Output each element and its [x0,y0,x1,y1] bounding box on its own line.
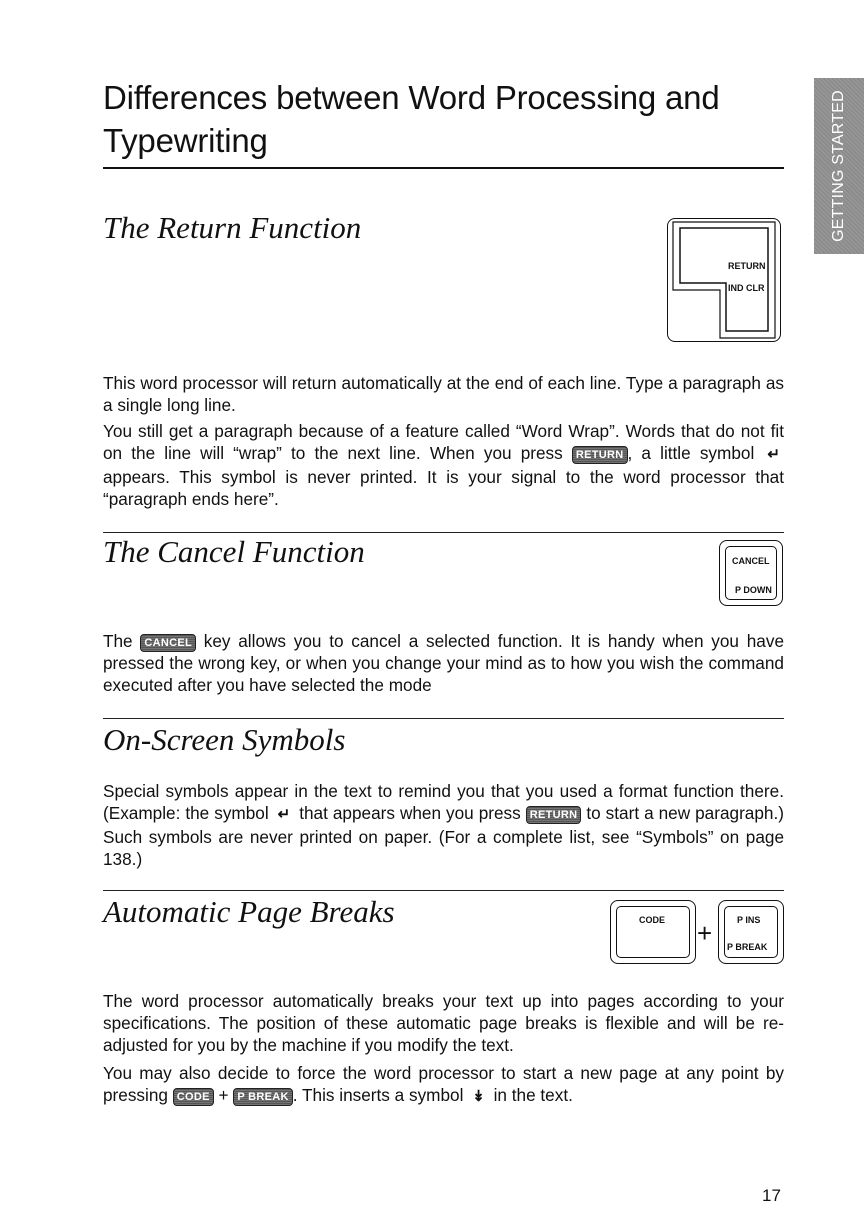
cancel-key-label-top: CANCEL [732,556,770,566]
return-p2-text-c: appears. This symbol is never printed. It is your signal to the word processor that “paragraph ends here”. [103,467,784,509]
cancel-key-illustration [719,540,783,606]
pbreak-key-inline: P BREAK [233,1088,292,1106]
plus-sign: + [697,918,713,948]
symbols-p-text-a: Special symbols appear in the text to remind you that you used a format function there. (Example: the symbol [103,781,784,823]
section-rule [103,532,784,533]
section-tab [814,78,864,254]
cancel-paragraph [103,630,784,696]
title-rule [103,167,784,169]
pagebreak-p2-text-c: in the text. [493,1085,573,1105]
return-key-inline: RETURN [526,806,582,824]
symbols-p-text-b: that appears when you press [299,803,521,823]
section-rule [103,718,784,719]
symbols-paragraph [103,780,784,870]
heading-return-function: The Return Function [103,210,362,245]
heading-automatic-page-breaks: Automatic Page Breaks [103,894,395,929]
pagebreak-p2-text-b: . This inserts a symbol [292,1085,464,1105]
cancel-p-text-b: key allows you to cancel a selected function. It is handy when you have pressed the wrong key, or when you change your mind as to how you wish the command executed after you have selected the mode [103,631,785,695]
return-p2-text-b: , a little symbol [627,443,755,463]
symbols-p-text-c: to start a new paragraph.) Such symbols are never printed on paper. (For a complete list, see “Symbols” on page 138.) [103,803,784,869]
pbreak-key-label-bottom: P BREAK [727,942,768,952]
code-key-label: CODE [639,915,666,925]
page-break-symbol-icon: ↡ [472,1088,485,1105]
pagebreak-p2-text-a: You may also decide to force the word processor to start a new page at any point by pressing [103,1063,784,1105]
heading-cancel-function: The Cancel Function [103,534,365,569]
section-tab-label: GETTING STARTED [830,90,847,242]
heading-on-screen-symbols: On-Screen Symbols [103,722,346,757]
pagebreak-paragraph-2 [103,1062,784,1108]
code-key-inner [616,906,690,958]
return-paragraph-1: This word processor will return automatically at the end of each line. Type a paragraph as a single long line. [103,373,784,415]
pagebreak-paragraph-1: The word processor automatically breaks your text up into pages according to your specifications. The position of these automatic page breaks is flexible and will be re-adjusted for you by the machine if you modify the text. [103,991,784,1055]
return-key-inline: RETURN [572,446,628,464]
code-key-inline: CODE [173,1088,214,1106]
page-title: Differences between Word Processing and Typewriting [103,79,720,159]
cancel-key-label-bottom: P DOWN [735,585,772,595]
pbreak-key-label-top: P INS [737,915,761,925]
return-key-illustration [667,218,781,342]
return-key-label-top: RETURN [728,261,766,271]
page-number: 17 [762,1186,781,1205]
code-key-illustration [610,900,696,964]
return-paragraph-2 [103,420,784,510]
cancel-p-text-a: The [103,631,133,651]
cancel-key-inline: CANCEL [140,634,196,652]
return-symbol-icon: ↵ [277,806,291,823]
pagebreak-p2-plus: + [218,1085,229,1105]
return-key-label-bottom: IND CLR [728,283,765,293]
pbreak-key-illustration [718,900,784,964]
section-rule [103,890,784,891]
return-key-outline [668,219,780,341]
return-p2-text-a: You still get a paragraph because of a feature called “Word Wrap”. Words that do not fit on the line will “wrap” to the next line. When you press [103,421,784,463]
return-symbol-icon: ↵ [767,446,780,463]
